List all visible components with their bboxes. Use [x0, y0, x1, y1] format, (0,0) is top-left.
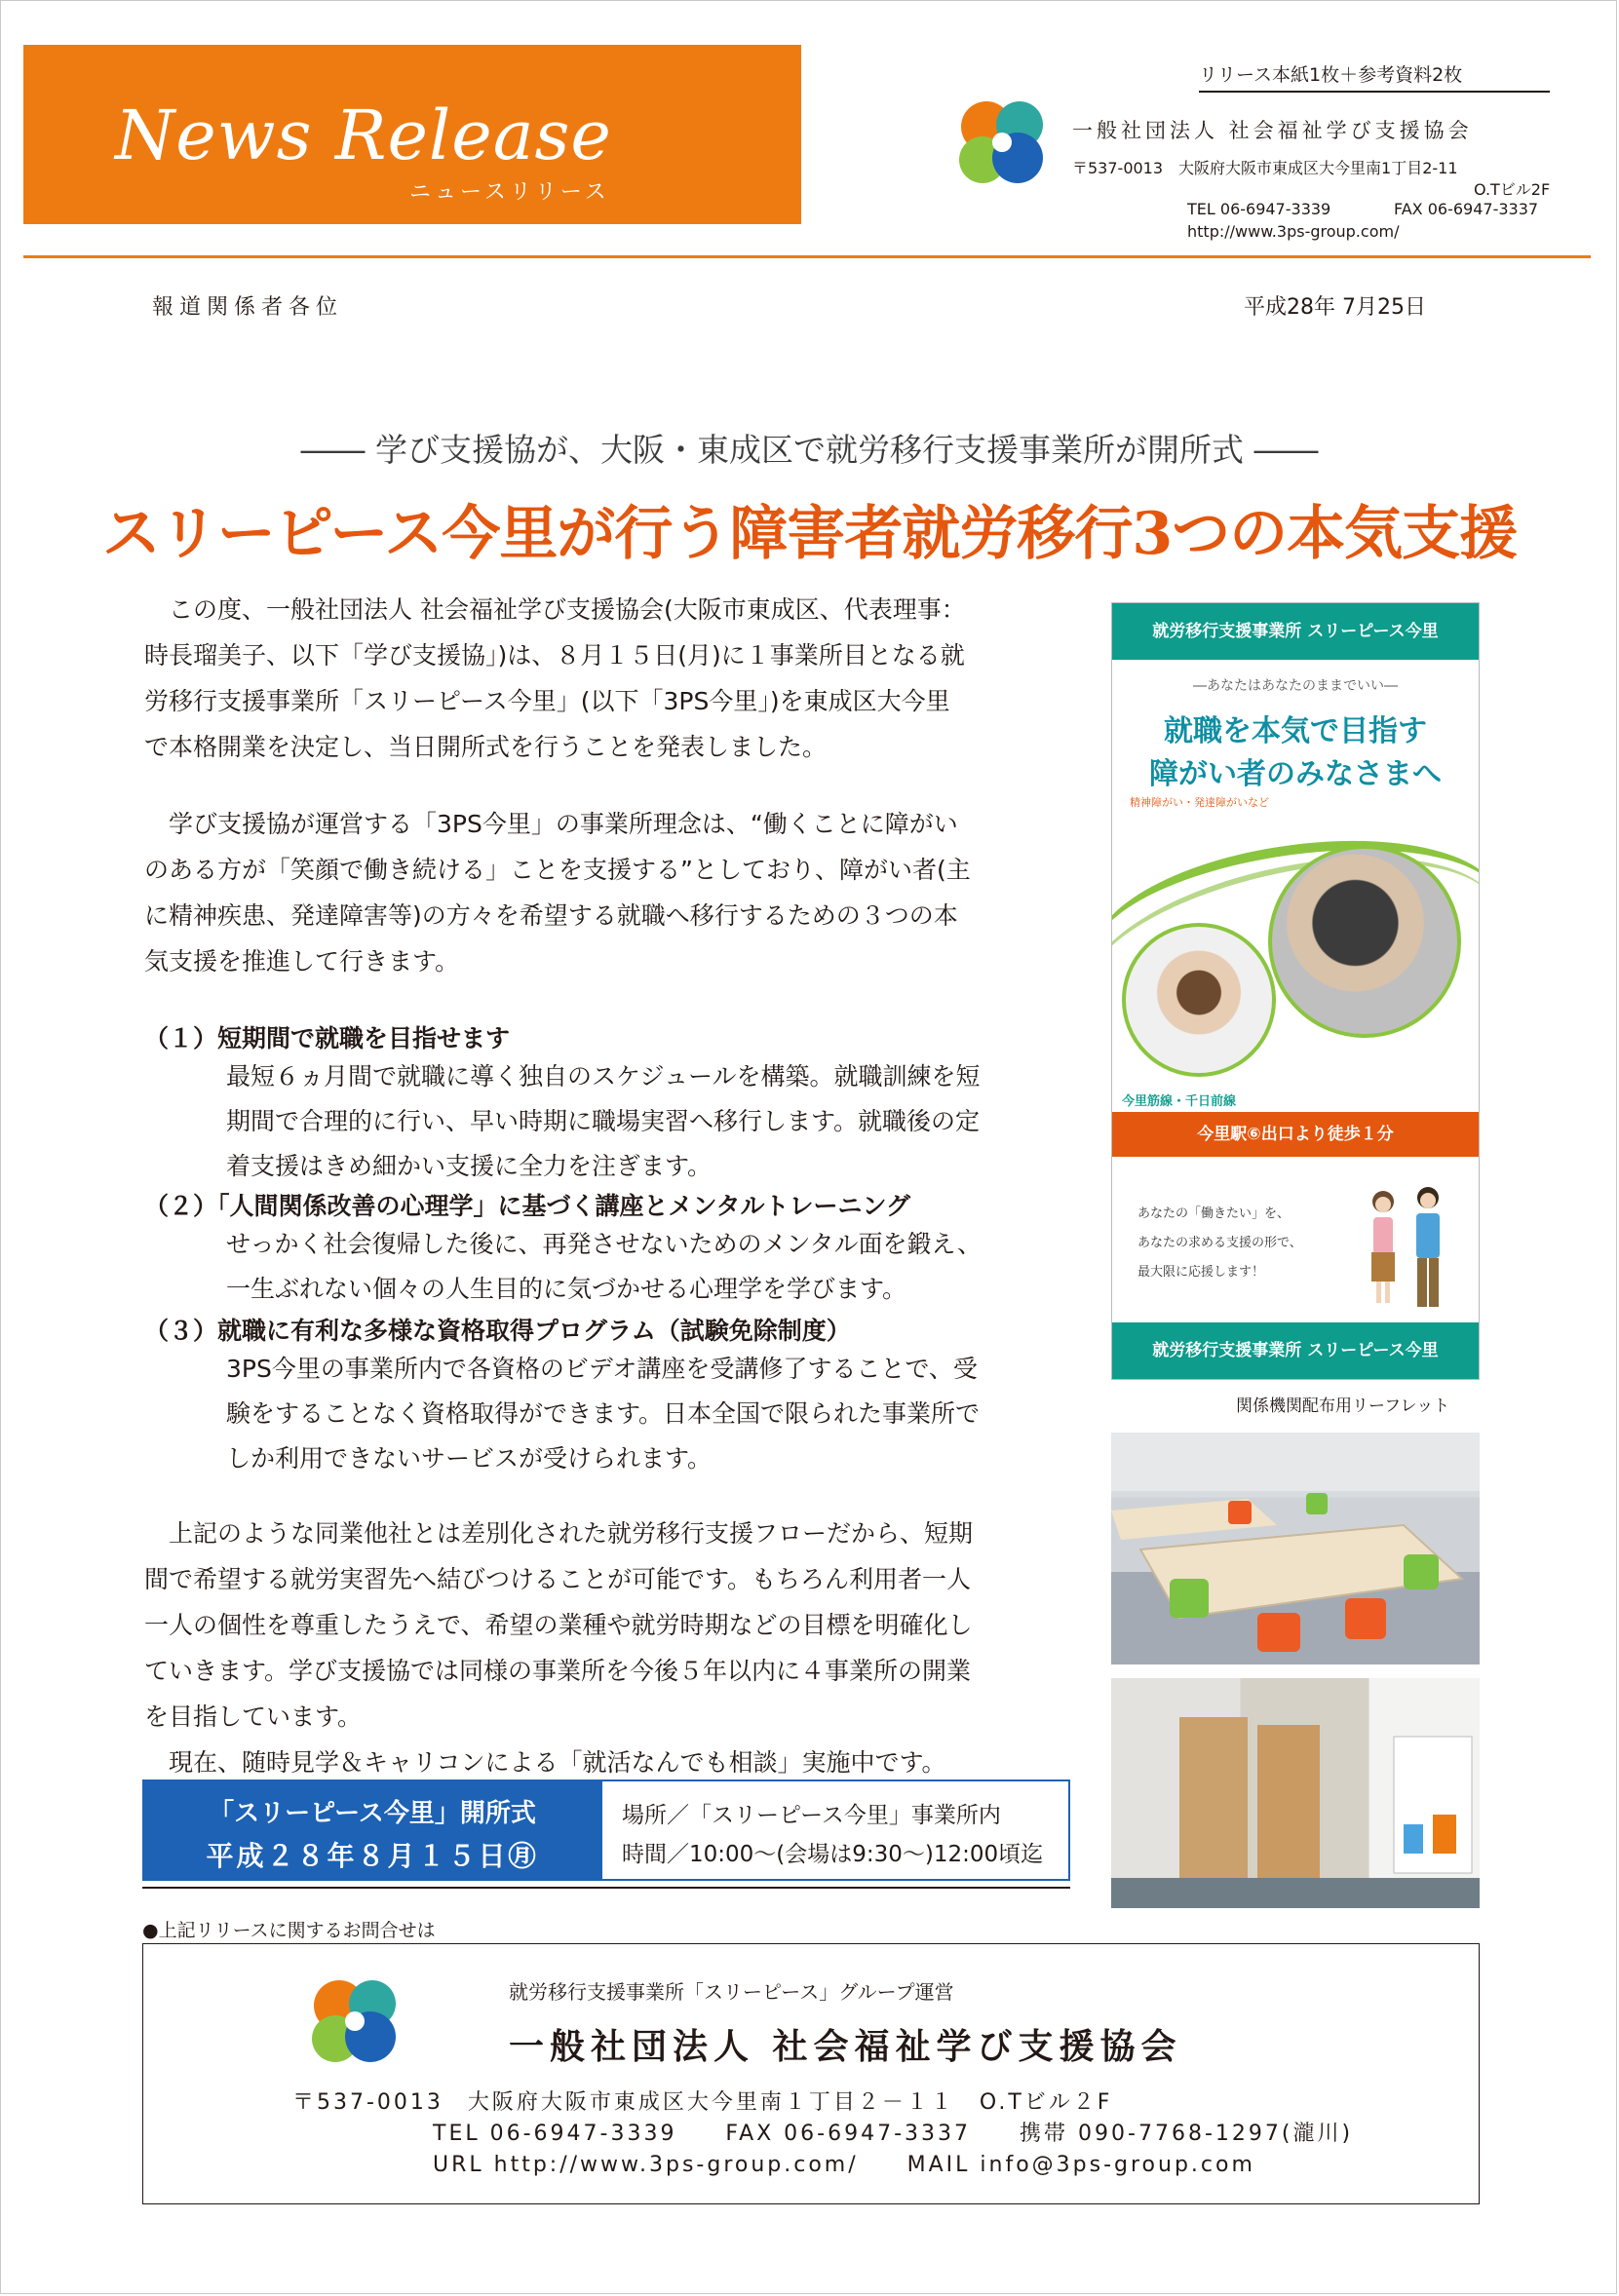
item-3-title: （３）就職に有利な多様な資格取得プログラム（試験免除制度）: [144, 1317, 851, 1345]
office-room-photo: [1111, 1433, 1480, 1665]
banner-subtitle: ニュースリリース: [409, 180, 610, 205]
contact-group: 就労移行支援事業所「スリーピース」グループ運営: [509, 1980, 954, 2004]
leaflet-motto: ―あなたはあなたのままでいい―: [1193, 678, 1398, 694]
closing-line: 一人の個性を尊重したうえで、希望の業種や就労時期などの目標を明確化し: [144, 1611, 973, 1639]
office-door-photo: [1111, 1678, 1480, 1908]
leaflet-message-line: 最大限に応援します！: [1137, 1265, 1265, 1280]
event-details-box: [602, 1779, 1070, 1881]
item-line: 一生ぶれない個々の人生目的に気づかせる心理学を学びます。: [226, 1275, 907, 1303]
closing-paragraph: [144, 1511, 1070, 1785]
headline: スリーピース今里が行う障害者就労移行3つの本気支援: [101, 500, 1518, 568]
item-line: せっかく社会復帰した後に、再発させないためのメンタル面を鍛え、: [226, 1230, 983, 1258]
item-line: しか利用できないサービスが受けられます。: [226, 1444, 713, 1473]
leaflet-top-band: 就労移行支援事業所 スリーピース今里: [1112, 603, 1479, 660]
contact-note: ●上記リリースに関するお問合せは: [142, 1920, 436, 1941]
staff-woman-icon: [1368, 1188, 1399, 1305]
event-place: 場所／「スリーピース今里」事業所内: [622, 1803, 1001, 1828]
contact-address: 〒537-0013 大阪府大阪市東成区大今里南１丁目２－１１ O.Tビル２F: [292, 2090, 1113, 2115]
contact-phones: TEL 06-6947-3339 FAX 06-6947-3337 携帯 090-7768-1297(瀧川): [433, 2122, 1354, 2146]
item-1-title: （１）短期間で就職を目指せます: [144, 1024, 511, 1052]
attachment-underline: [1199, 91, 1550, 93]
org-tel: TEL 06-6947-3339: [1187, 200, 1331, 218]
event-name: 「スリーピース今里」開所式: [209, 1799, 536, 1828]
leaflet-woman-photo: [1268, 845, 1461, 1038]
attachment-note: リリース本紙1枚＋参考資料2枚: [1199, 64, 1463, 86]
staff-man-icon: [1410, 1184, 1446, 1309]
leaflet-caption: 関係機関配布用リーフレット: [1236, 1397, 1450, 1416]
closing-line: を目指しています。: [144, 1703, 363, 1731]
puzzle-logo-icon: [310, 1976, 400, 2066]
item-line: 験をすることなく資格取得ができます。日本全国で限られた事業所で: [226, 1399, 981, 1428]
event-time: 時間／10:00～(会場は9:30～)12:00頃迄: [622, 1842, 1044, 1867]
intro-line: 時長瑠美子、以下「学び支援協」)は、８月１５日(月)に１事業所目となる就: [144, 641, 965, 670]
leaflet-station: 今里駅⑥出口より徒歩１分: [1112, 1112, 1479, 1157]
release-date: 平成28年 7月25日: [1244, 295, 1426, 320]
office-room-illustration: [1111, 1433, 1480, 1665]
subheadline: ―― 学び支援協が、大阪・東成区で就労移行支援事業所が開所式 ――: [300, 431, 1319, 469]
intro-paragraph: [144, 587, 1070, 770]
philosophy-line: 学び支援協が運営する「3PS今里」の事業所理念は、“働くことに障がい: [144, 810, 958, 838]
org-address: 〒537-0013 大阪府大阪市東成区大今里南1丁目2-11: [1072, 159, 1458, 177]
item-2-body: [226, 1222, 1070, 1312]
leaflet-image: [1111, 602, 1480, 1380]
intro-line: 労移行支援事業所「スリーピース今里」(以下「3PS今里」)を東成区大今里: [144, 687, 950, 715]
event-date: 平成２８年８月１５日㊊: [206, 1840, 539, 1872]
org-url[interactable]: http://www.3ps-group.com/: [1187, 222, 1400, 241]
leaflet-heading-2: 障がい者のみなさまへ: [1149, 757, 1442, 791]
banner-title: News Release: [115, 96, 612, 175]
closing-line: 上記のような同業他社とは差別化された就労移行支援フローだから、短期: [144, 1519, 974, 1548]
event-underline: [142, 1887, 1070, 1889]
item-line: 最短６ヵ月間で就職に導く独自のスケジュールを構築。就職訓練を短: [226, 1062, 981, 1091]
closing-line: ていきます。学び支援協では同様の事業所を今後５年以内に４事業所の開業: [144, 1657, 972, 1685]
item-line: 着支援はきめ細かい支援に全力を注ぎます。: [226, 1152, 713, 1180]
closing-line: 間で希望する就労実習先へ結びつけることが可能です。もちろん利用者一人: [144, 1565, 972, 1593]
item-2-title: （２）「人間関係改善の心理学」に基づく講座とメンタルトレーニング: [144, 1192, 911, 1220]
item-1-body: [226, 1054, 1070, 1189]
philosophy-paragraph: [144, 801, 1070, 984]
closing-line: 現在、随時見学＆キャリコンによる「就活なんでも相談」実施中です。: [144, 1748, 946, 1777]
philosophy-line: 気支援を推進して行きます。: [144, 947, 460, 976]
contact-org-name: 一般社団法人 社会福祉学び支援協会: [509, 2027, 1182, 2067]
leaflet-message-line: あなたの「働きたい」を、: [1137, 1206, 1291, 1221]
philosophy-line: のある方が「笑顔で働き続ける」ことを支援する”としており、障がい者(主: [144, 856, 971, 884]
philosophy-line: に精神疾患、発達障害等)の方々を希望する就職へ移行するための３つの本: [144, 901, 958, 930]
contact-web[interactable]: URL http://www.3ps-group.com/ MAIL info@3ps-group.com: [433, 2153, 1255, 2177]
leaflet-small-text: 精神障がい・発達障がいなど: [1130, 796, 1269, 809]
office-door-illustration: [1111, 1678, 1480, 1908]
leaflet-train-line: 今里筋線・千日前線: [1122, 1094, 1237, 1109]
puzzle-logo-icon: [957, 97, 1047, 187]
org-fax: FAX 06-6947-3337: [1394, 200, 1539, 218]
leaflet-message: [1137, 1200, 1302, 1287]
leaflet-bottom-band: 就労移行支援事業所 スリーピース今里: [1112, 1322, 1479, 1379]
intro-line: で本格開業を決定し、当日開所式を行うことを発表しました。: [144, 733, 828, 761]
org-building: O.Tビル2F: [1474, 180, 1551, 199]
org-name: 一般社団法人 社会福祉学び支援協会: [1072, 119, 1473, 142]
header-rule: [23, 255, 1591, 258]
intro-line: この度、一般社団法人 社会福祉学び支援協会(大阪市東成区、代表理事：: [144, 595, 966, 624]
item-3-body: [226, 1347, 1070, 1481]
item-line: 3PS今里の事業所内で各資格のビデオ講座を受講修了することで、受: [226, 1355, 978, 1383]
leaflet-group-photo: [1122, 923, 1276, 1077]
event-title-box: [142, 1779, 602, 1881]
leaflet-heading-1: 就職を本気で目指す: [1164, 714, 1427, 748]
item-line: 期間で合理的に行い、早い時期に職場実習へ移行します。就職後の定: [226, 1107, 981, 1135]
addressee: 報道関係者各位: [152, 295, 344, 320]
leaflet-message-line: あなたの求める支援の形で、: [1137, 1236, 1302, 1250]
